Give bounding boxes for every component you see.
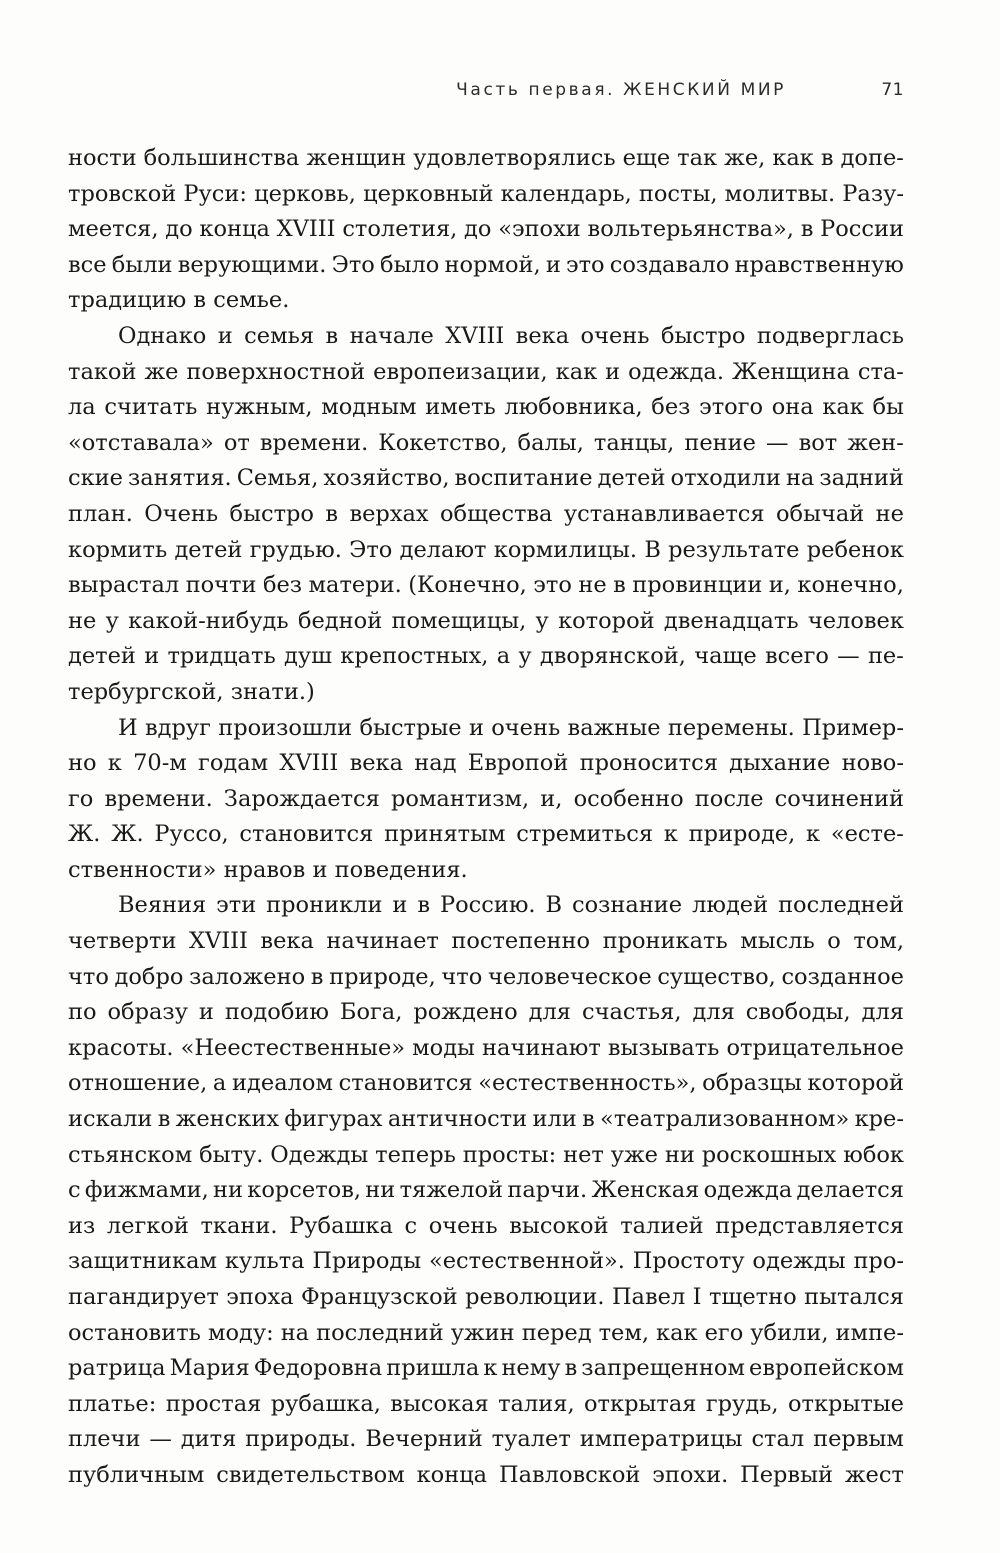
page-number: 71 — [881, 80, 904, 100]
text-line: кормить детей грудью. Это делают кормилицы. В результате ребенок — [68, 536, 904, 563]
text-line: ственности» нравов и поведения. — [68, 856, 468, 883]
text-line: ратрица Мария Федоровна пришла к нему в запрещенном европейском — [68, 1355, 904, 1382]
text-line: И вдруг произошли быстрые и очень важные перемены. Пример- — [118, 714, 904, 741]
text-line: детей и тридцать душ крепостных, а у дворянской, чаще всего — пе- — [68, 643, 904, 670]
text-line: по образу и подобию Бога, рождено для счастья, для свободы, для — [68, 999, 904, 1026]
text-line: платье: простая рубашка, высокая талия, открытая грудь, открытые — [68, 1390, 904, 1417]
text-line: но к 70-м годам XVIII века над Европой проносится дыхание ново- — [68, 750, 904, 777]
text-line: что добро заложено в природе, что человеческое существо, созданное — [68, 963, 904, 990]
running-title: Часть первая. ЖЕНСКИЙ МИР — [456, 80, 786, 100]
text-line: остановить моду: на последний ужин перед тем, как его убили, импе- — [68, 1319, 904, 1346]
text-line: все были верующими. Это было нормой, и это создавало нравственную — [68, 251, 904, 278]
text-line: искали в женских фигурах античности или в «театрализованном» кре- — [68, 1106, 904, 1133]
text-line: стьянском быту. Одежды теперь просты: нет уже ни роскошных юбок — [68, 1141, 904, 1168]
text-line: с фижмами, ни корсетов, ни тяжелой парчи. Женская одежда делается — [68, 1177, 904, 1204]
text-line: меется, до конца XVIII столетия, до «эпохи вольтерьянства», в России — [68, 216, 904, 243]
text-line: традицию в семье. — [68, 287, 290, 314]
text-line: такой же поверхностной европеизации, как и одежда. Женщина ста- — [68, 358, 904, 385]
body-text — [68, 141, 904, 1494]
text-line: го времени. Зарождается романтизм, и, особенно после сочинений — [68, 785, 904, 812]
text-line: плечи — дитя природы. Вечерний туалет императрицы стал первым — [68, 1426, 904, 1453]
text-line: защитникам культа Природы «естественной». Простоту одежды про- — [68, 1248, 904, 1275]
text-line: красоты. «Неестественные» моды начинают вызывать отрицательное — [68, 1034, 904, 1061]
running-header — [70, 80, 904, 110]
text-line: вырастал почти без матери. (Конечно, это не в провинции и, конечно, — [68, 572, 904, 599]
text-line: тровской Руси: церковь, церковный календарь, посты, молитвы. Разу- — [68, 180, 904, 207]
text-line: ности большинства женщин удовлетворялись еще так же, как в допе- — [68, 145, 904, 171]
text-line: пагандирует эпоха Французской революции. Павел I тщетно пытался — [68, 1284, 904, 1310]
text-line: четверти XVIII века начинает постепенно проникать мысль о том, — [68, 928, 904, 955]
text-line: не у какой-нибудь бедной помещицы, у которой двенадцать человек — [68, 607, 904, 634]
text-line: «отставала» от времени. Кокетство, балы, танцы, пение — вот жен- — [68, 429, 904, 456]
text-line: из легкой ткани. Рубашка с очень высокой талией представляется — [68, 1212, 904, 1239]
text-line: публичным свидетельством конца Павловской эпохи. Первый жест — [68, 1461, 904, 1488]
text-line: тербургской, знати.) — [68, 678, 315, 705]
text-line: Однако и семья в начале XVIII века очень быстро подверглась — [118, 322, 904, 349]
text-line: отношение, а идеалом становится «естественность», образцы которой — [68, 1070, 904, 1097]
text-line: ские занятия. Семья, хозяйство, воспитание детей отходили на задний — [68, 465, 904, 492]
text-line: план. Очень быстро в верхах общества устанавливается обычай не — [68, 500, 904, 527]
text-line: Ж. Ж. Руссо, становится принятым стремиться к природе, к «есте- — [68, 821, 904, 848]
text-line: ла считать нужным, модным иметь любовника, без этого она как бы — [68, 394, 904, 421]
text-line: Веяния эти проникли и в Россию. В сознание людей последней — [118, 892, 904, 919]
